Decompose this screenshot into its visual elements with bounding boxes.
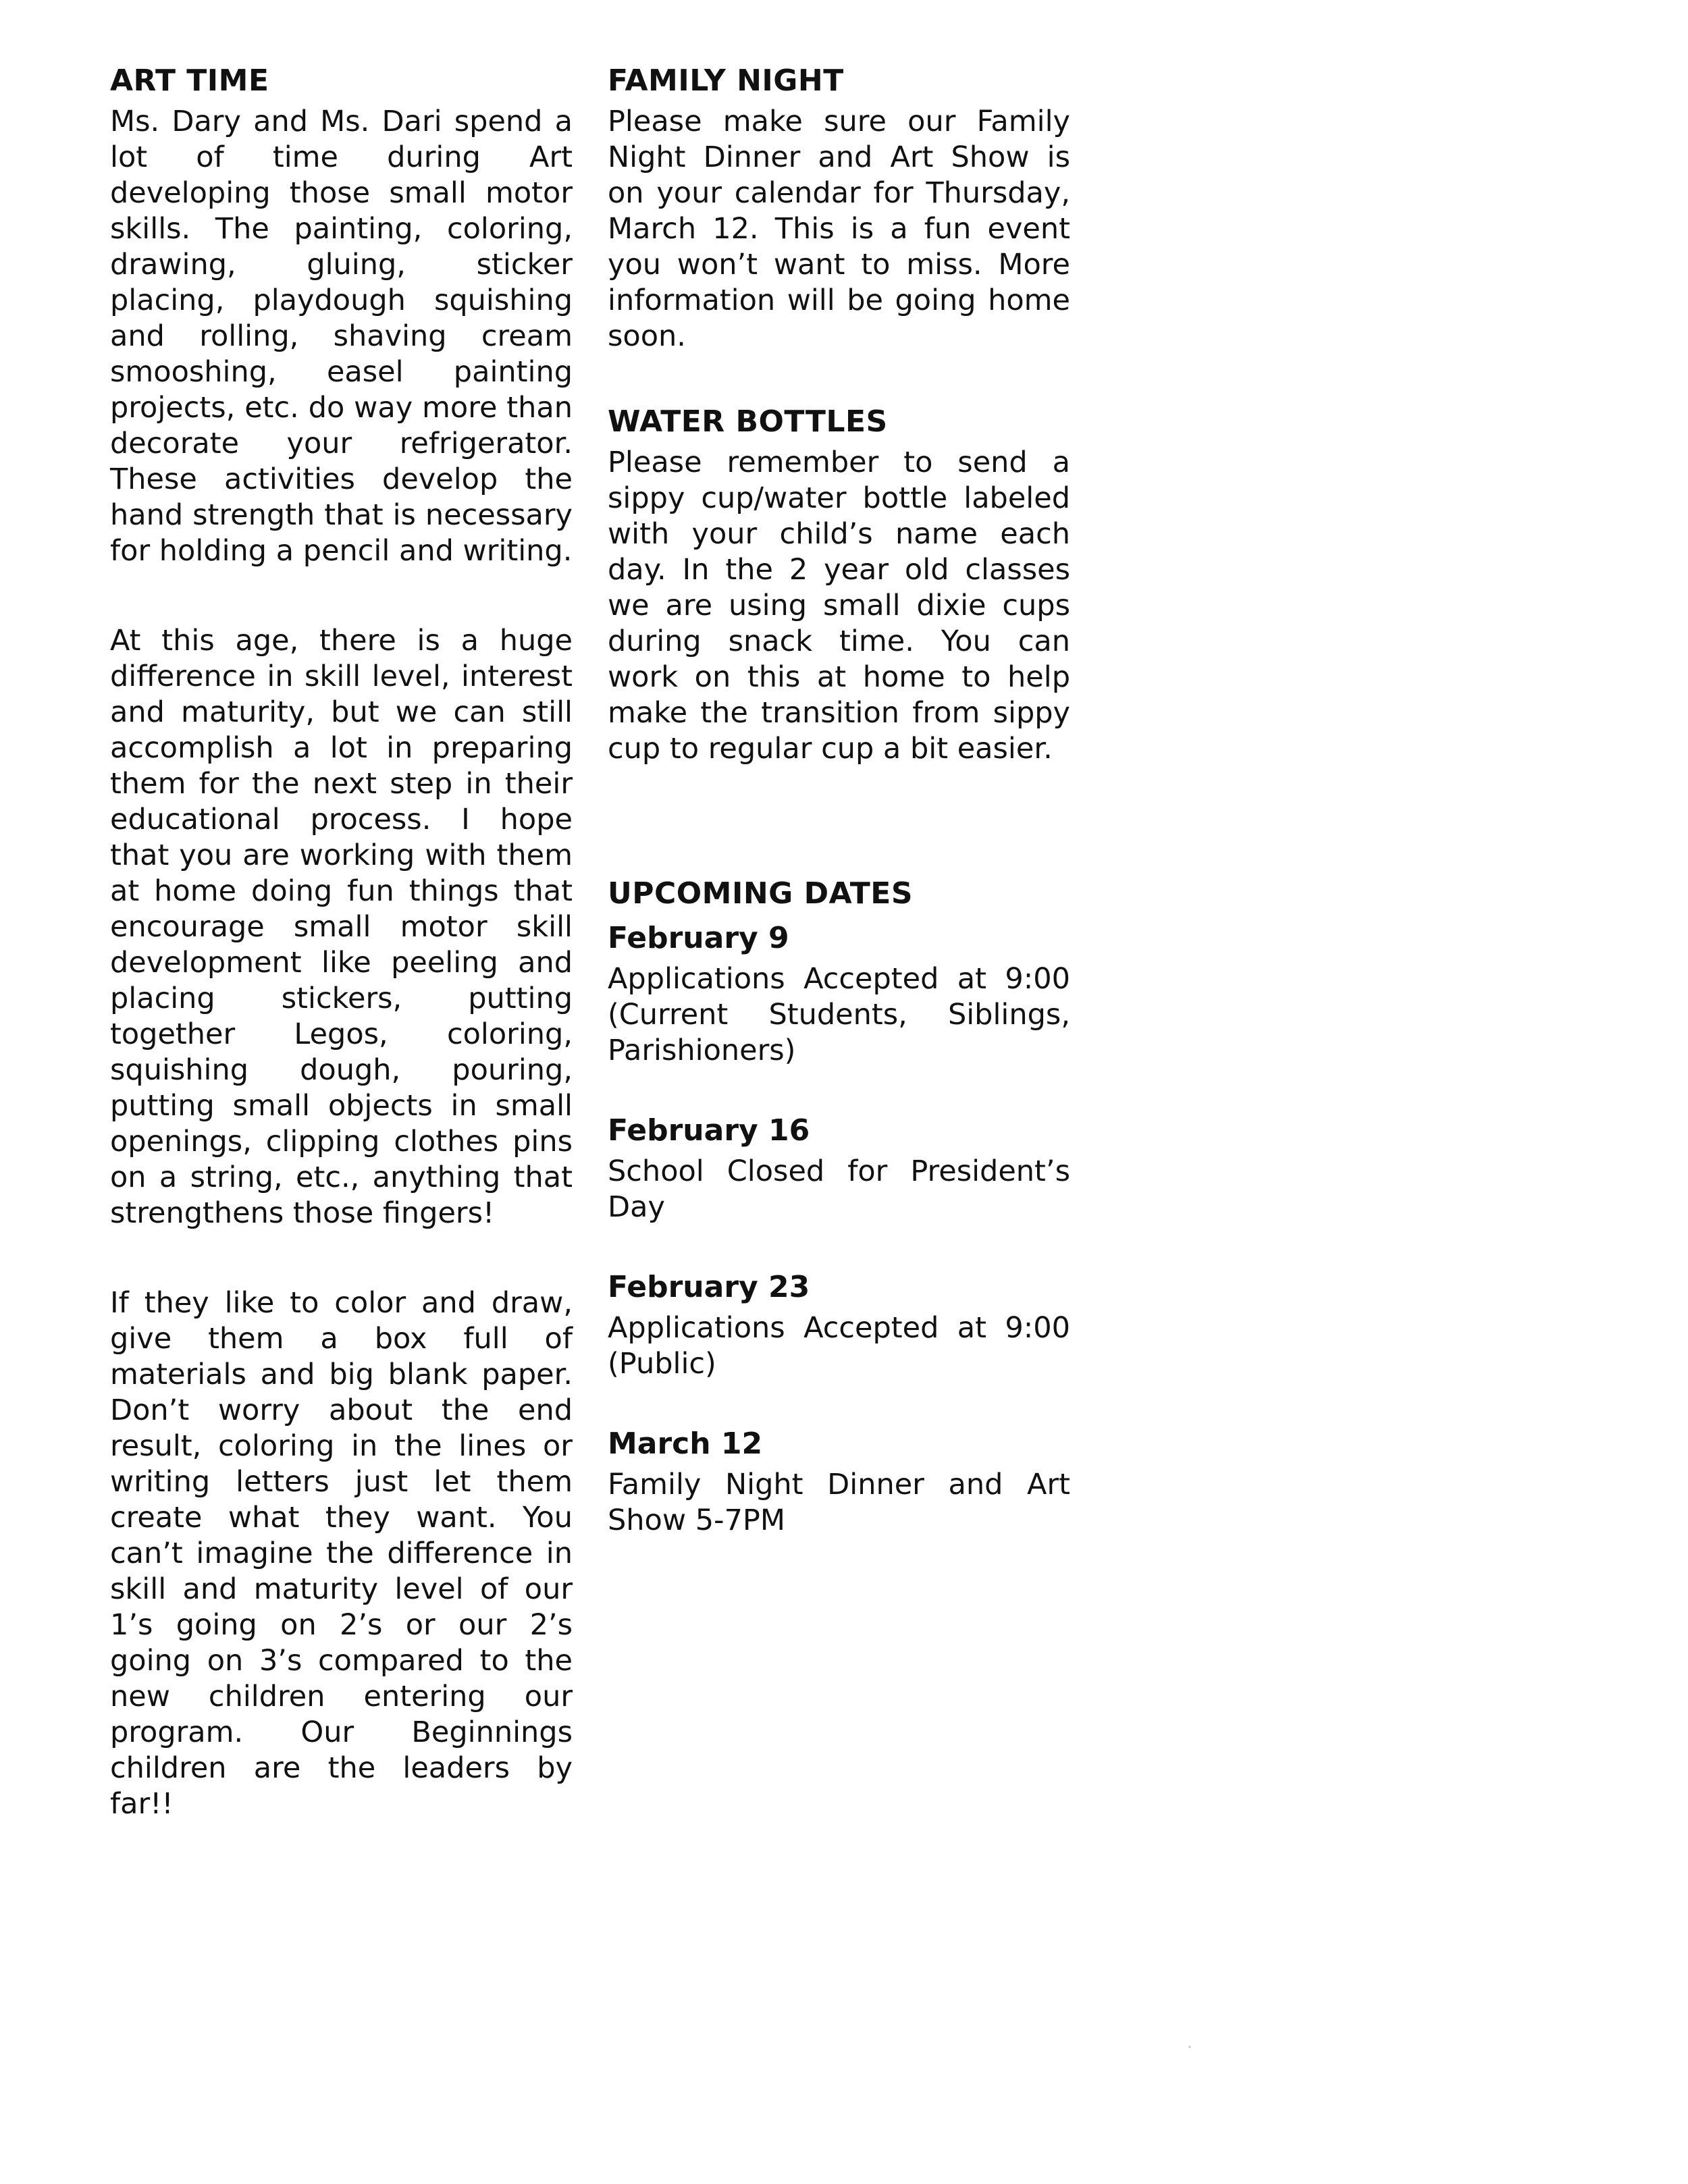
event-description: Applications Accepted at 9:00 (Public): [608, 1311, 1070, 1381]
event-date: March 12: [608, 1427, 763, 1461]
upcoming-dates-heading: UPCOMING DATES: [608, 876, 914, 911]
family-night-heading: FAMILY NIGHT: [608, 63, 844, 98]
art-time-heading: ART TIME: [110, 63, 269, 98]
event-date: February 16: [608, 1113, 810, 1148]
water-bottles-body: Please remember to send a sippy cup/water bottle labeled with your child’s name each day. In the 2 year old classes we are using small dixie cups during snack time. You can work on this at home to help make the transition from sippy cup to regular cup a bit easier.: [608, 446, 1070, 766]
event-description: Family Night Dinner and Art Show 5-7PM: [608, 1468, 1070, 1537]
art-time-paragraph-2: At this age, there is a huge difference in skill level, interest and maturity, but we can still accomplish a lot in preparing them for the next step in their educational process. I hope that you are working with them at home doing fun things that encourage small motor skill development like peeling and placing stickers, putting together Legos, coloring, squishing dough, pouring, putting small objects in small openings, clipping clothes pins on a string, etc., anything that strengthens those fingers!: [110, 624, 573, 1230]
event-description: School Closed for President’s Day: [608, 1154, 1070, 1224]
family-night-body: Please make sure our Family Night Dinner and Art Show is on your calendar for Thursday, March 12. This is a fun event you won’t want to miss. More information will be going home soon.: [608, 105, 1070, 353]
event-date: February 23: [608, 1270, 810, 1304]
upcoming-event: [608, 1269, 1070, 1382]
left-column: [110, 62, 573, 1822]
right-column: [608, 62, 1070, 1539]
art-time-paragraph-3: If they like to color and draw, give them a box full of materials and big blank paper. Don’t worry about the end result, coloring in the lines or writing letters just let them create what they want. You can’t imagine the difference in skill and maturity level of our 1’s going on 2’s or our 2’s going on 3’s compared to the new children entering our program. Our Beginnings children are the leaders by far!!: [110, 1286, 573, 1821]
scan-speck: [1188, 2046, 1191, 2048]
art-time-paragraph-1: Ms. Dary and Ms. Dari spend a lot of time during Art developing those small motor skills. The painting, coloring, drawing, gluing, sticker placing, playdough squishing and rolling, shaving cream smooshing, easel painting projects, etc. do way more than decorate your refrigerator. These activities develop the hand strength that is necessary for holding a pencil and writing.: [110, 105, 573, 568]
event-description: Applications Accepted at 9:00 (Current Students, Siblings, Parishioners): [608, 962, 1070, 1067]
event-date: February 9: [608, 921, 789, 955]
upcoming-event: [608, 1425, 1070, 1539]
upcoming-event: [608, 920, 1070, 1069]
water-bottles-heading: WATER BOTTLES: [608, 404, 888, 439]
upcoming-event: [608, 1112, 1070, 1225]
